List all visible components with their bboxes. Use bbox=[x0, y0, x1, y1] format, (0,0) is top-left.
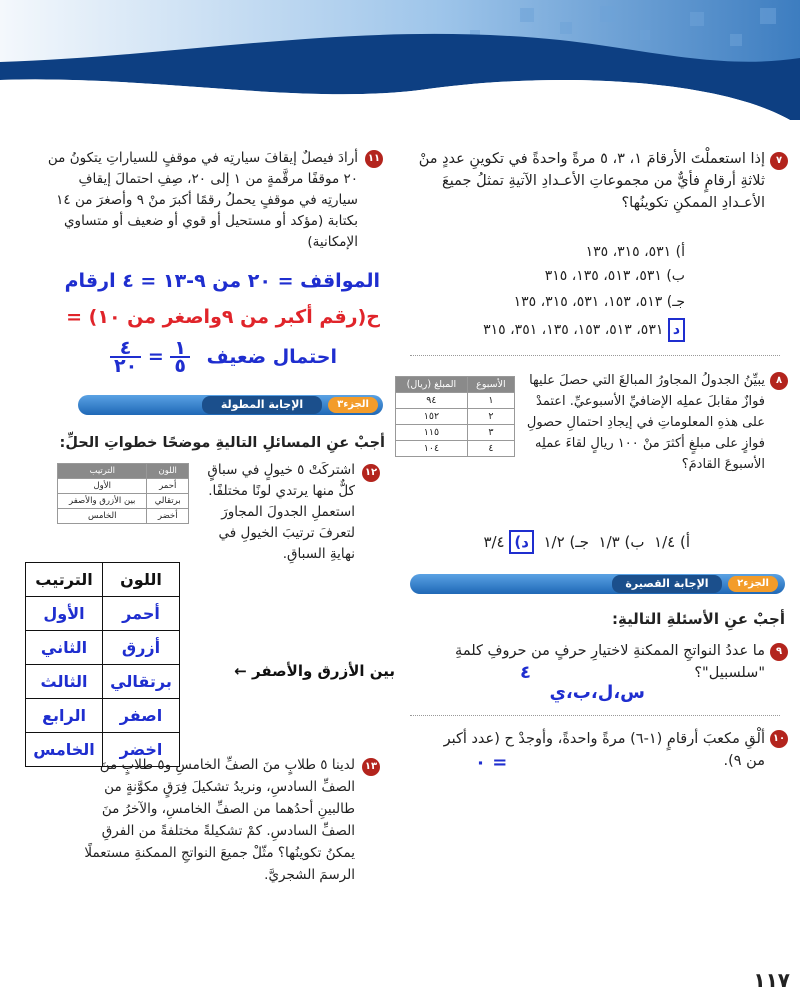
question-8-text: يبيِّنُ الجدولُ المجاورُ المبالغَ التي حصلَ عليها فوازٌ مقابلَ عملِه الإضافيِّ الأسبوعيِّ. اعتمدْ على هذهِ المعلوماتِ في إيجادِ احتمالِ حصولِ فوازٍ على مبلغٍ أكثرَ منْ ١٠٠ ريالٍ لقاءَ عملِه الأسبوعَ القادمَ؟ bbox=[526, 373, 765, 472]
table-cell: الثالث bbox=[26, 665, 103, 699]
handwritten-line-3 bbox=[110, 337, 385, 377]
table-cell: ٢ bbox=[467, 409, 514, 425]
q7-option-d bbox=[410, 318, 685, 342]
q7-option-b bbox=[440, 266, 685, 286]
header-wave-decoration bbox=[0, 0, 800, 120]
option-letter: أ) bbox=[675, 244, 685, 260]
option-value: ٣/٤ bbox=[483, 533, 505, 551]
table-cell: برتقالي bbox=[103, 665, 180, 699]
table-cell: الرابع bbox=[26, 699, 103, 733]
table-cell: اخضر bbox=[103, 733, 180, 767]
handwritten-line-2: ح(رقم أكبر من ٩واصغر من ١٠) = bbox=[66, 306, 380, 328]
table-cell: الخامس bbox=[26, 733, 103, 767]
option-value: ١/٣ bbox=[598, 533, 620, 551]
handwritten-letters: س،ل،ب،ي bbox=[549, 682, 645, 703]
question-11-text: أرادَ فيصلٌ إيقافَ سيارتِه في موقفٍ للسياراتِ يتكونُ من ٢٠ موقفًا مرقَّمةٍ من ١ إلى ٢٠، صِفِ احتمالَ إيقافِ سيارتِه في موقفٍ يحملُ رقمًا أكبرَ منْ ٩ وأصغرَ من ١٤ بكتابة (مؤكد أو مستحيل أو قوي أو ضعيف أو متساوي الإمكانية) bbox=[47, 150, 358, 250]
equals-sign: = bbox=[147, 345, 164, 368]
handwritten-line-1: المواقف = ٢٠ من ٩-١٣ = ٤ ارقام bbox=[64, 270, 380, 292]
table-header: اللون bbox=[103, 563, 180, 597]
race-clues-table bbox=[57, 463, 189, 524]
section-3-title: الإجابة المطولة bbox=[202, 396, 322, 414]
option-value: ٥٣١، ٥١٣، ١٣٥، ٣١٥ bbox=[544, 268, 662, 284]
section-2-badge: الجزء٢ bbox=[728, 576, 778, 592]
question-7-text: إذا استعملْتَ الأرقامَ ١، ٣، ٥ مرةً واحدةً في تكوينِ عددٍ منْ ثلاثةِ أرقامٍ فأيٌّ من مجموعاتِ الأعـدادِ الآتيةِ تمثلُ جميعَ الأعـدادِ الممكنِ تكوينُها؟ bbox=[418, 151, 765, 211]
table-cell: ١ bbox=[467, 393, 514, 409]
question-7-number: ٧ bbox=[770, 152, 788, 170]
divider bbox=[410, 715, 780, 716]
question-12-text: اشتركَتْ ٥ خيولٍ في سباقٍ كلٌّ منها يرتدي لونًا مختلفًا. استعملِ الجدولَ المجاورَ لتعرفَ ترتيبَ الخيولِ في نهايةِ السباقِ. bbox=[207, 462, 355, 562]
question-13-number: ١٣ bbox=[362, 758, 380, 776]
table-cell: بين الأزرق والأصفر bbox=[58, 494, 147, 509]
table-cell: أحمر bbox=[103, 597, 180, 631]
question-8-number: ٨ bbox=[770, 372, 788, 390]
table-header: اللون bbox=[147, 464, 189, 479]
weekly-earnings-table bbox=[395, 376, 515, 457]
option-letter: أ) bbox=[679, 533, 690, 551]
table-cell: اصفر bbox=[103, 699, 180, 733]
table-cell: ٣ bbox=[467, 425, 514, 441]
option-value: ١/٢ bbox=[543, 533, 565, 551]
table-cell: ١١٥ bbox=[396, 425, 468, 441]
table-cell: أحمر bbox=[147, 479, 189, 494]
table-header: المبلغ (ريال) bbox=[396, 377, 468, 393]
option-letter: جـ) bbox=[569, 533, 589, 551]
table-cell: الأول bbox=[58, 479, 147, 494]
handwritten-answer: = ٠ bbox=[475, 752, 508, 773]
table-cell: ١٥٢ bbox=[396, 409, 468, 425]
handwritten-order-table bbox=[25, 562, 180, 767]
handwritten-note: بين الأزرق والأصفر ← bbox=[234, 662, 395, 680]
fraction-4-20: ٤ ٢٠ bbox=[110, 340, 141, 374]
question-10-text: ألْقِ مكعبَ أرقامٍ (١-٦) مرةً واحدةً، وأوجدْ ح (عدد أكبر من ٩). bbox=[443, 731, 765, 769]
fraction-1-5: ١ ٥ bbox=[170, 340, 190, 374]
question-13-text: لدينا ٥ طلابٍ منَ الصفِّ الخامسِ و٥ طلابٍ منَ الصفِّ السادسِ، ونريدُ تشكيلَ فِرَقٍ مكوَّنةٍ من طالبينِ أحدُهما من الصفِّ الخامسِ، والآخرُ منَ الصفِّ السادسِ. كمْ تشكيلةً مختلفةً من الفرقِ يمكنُ تكوينُها؟ مثّلْ جميعَ النواتجِ الممكنةِ مستعملًا الرسمَ الشجريَّ. bbox=[84, 757, 355, 883]
table-header: الأسبوع bbox=[467, 377, 514, 393]
table-header: الترتيب bbox=[26, 563, 103, 597]
question-11-number: ١١ bbox=[365, 150, 383, 168]
option-value: ٥٣١، ٣١٥، ١٣٥ bbox=[585, 244, 672, 260]
option-letter: ب) bbox=[666, 268, 685, 284]
probability-label: احتمال ضعيف bbox=[206, 345, 338, 368]
question-12-number: ١٢ bbox=[362, 464, 380, 482]
handwritten-answer: ٤ bbox=[520, 662, 531, 683]
table-cell: الخامس bbox=[58, 509, 147, 524]
table-cell: الثاني bbox=[26, 631, 103, 665]
divider bbox=[410, 355, 780, 356]
answer-circle-mark: د bbox=[668, 318, 685, 342]
question-9-text: ما عددُ النواتجِ الممكنةِ لاختيارِ حرفٍ من حروفِ كلمةِ "سلسبيل"؟ bbox=[455, 643, 765, 681]
page-number: ١١٧ bbox=[753, 968, 790, 992]
question-10-number: ١٠ bbox=[770, 730, 788, 748]
option-letter: ب) bbox=[624, 533, 645, 551]
table-cell: ١٠٤ bbox=[396, 441, 468, 457]
option-value: ١/٤ bbox=[654, 533, 676, 551]
q7-option-c bbox=[420, 292, 685, 312]
table-cell: الأول bbox=[26, 597, 103, 631]
table-cell: أزرق bbox=[103, 631, 180, 665]
question-9-number: ٩ bbox=[770, 643, 788, 661]
table-cell: أخضر bbox=[147, 509, 189, 524]
table-cell: ٤ bbox=[467, 441, 514, 457]
answer-circle-mark: د) bbox=[509, 530, 534, 554]
q8-options bbox=[440, 530, 690, 554]
option-value: ٥١٣، ١٥٣، ٥٣١، ٣١٥، ١٣٥ bbox=[513, 294, 663, 310]
table-header: الترتيب bbox=[58, 464, 147, 479]
section-2-instruction: أجبْ عنِ الأسئلةِ التاليةِ: bbox=[611, 610, 785, 628]
option-value: ٥٣١، ٥١٣، ١٥٣، ١٣٥، ٣٥١، ٣١٥ bbox=[483, 322, 664, 338]
section-2-title: الإجابة القصيرة bbox=[612, 575, 722, 593]
q7-option-a bbox=[440, 242, 685, 262]
section-3-instruction: أجبْ عنِ المسائلِ التاليةِ موضحًا خطواتِ الحلِّ: bbox=[59, 435, 385, 451]
section-3-badge: الجزء٣ bbox=[328, 397, 378, 413]
table-cell: ٩٤ bbox=[396, 393, 468, 409]
table-cell: برتقالي bbox=[147, 494, 189, 509]
option-letter: جـ) bbox=[666, 294, 685, 310]
